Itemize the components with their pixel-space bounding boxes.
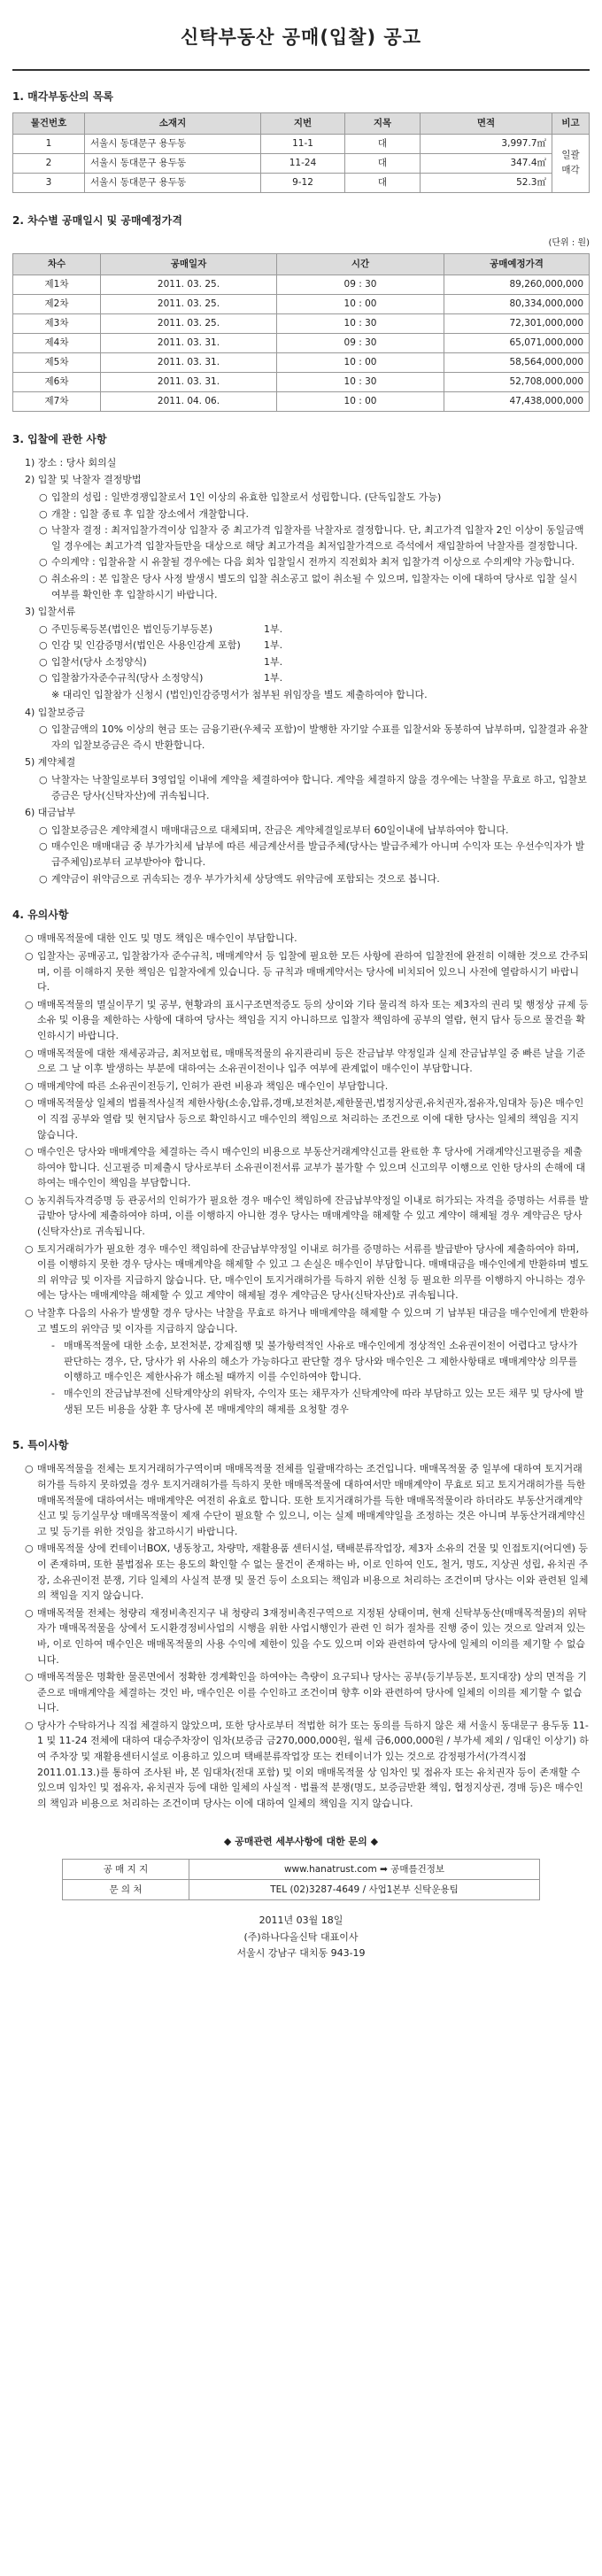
cell-price: 89,260,000,000 [444, 275, 590, 294]
bullet-circle-icon: ○ [25, 932, 34, 945]
bid-doc-count: 1부. [264, 655, 283, 668]
contact-row [63, 1880, 540, 1900]
cell-category: 대 [345, 173, 421, 192]
payment-item [39, 823, 590, 839]
bullet-circle-icon: ○ [39, 672, 48, 685]
table-row [13, 275, 590, 294]
bullet-circle-icon: ○ [25, 1079, 34, 1092]
table-row [13, 294, 590, 313]
deposit-text: 입찰금액의 10% 이상의 현금 또는 금융기관(우체국 포함)이 발행한 자기앞 수표를 입찰서와 동봉하여 납부하며, 입찰결과 유찰자의 입찰보증금은 즉시 반환합니다. [51, 723, 589, 751]
cell-area: 3,997.7㎡ [421, 134, 552, 153]
bullet-circle-icon: ○ [25, 1543, 34, 1555]
caution-item [25, 931, 590, 947]
bid-doc-name: 입찰서(당사 소정양식) [51, 655, 147, 668]
payment-title: 6) 대금납부 [25, 807, 76, 819]
table-row [13, 372, 590, 391]
bullet-circle-icon: ○ [25, 1242, 34, 1255]
table-row [13, 134, 590, 153]
bullet-circle-icon: ○ [39, 824, 48, 836]
bid-doc-item [39, 654, 590, 670]
special-item [25, 1541, 590, 1603]
caution-item-text: 매매목적물의 멸실이무기 및 공부, 현황과의 표시구조면적증도 등의 상이와 기타 물리적 하자 또는 제3자의 권리 및 행정상 규제 등 소유 및 이용을 제한하는 사항에 대하여 당사는 책임을 지지 아니하므로 입찰자 책임하에 공부의 열람, 현지 답사 등으로 물건을 확인하시기 바랍니다. [37, 998, 589, 1041]
bullet-circle-icon: ○ [39, 655, 48, 668]
cell-date: 2011. 03. 31. [101, 333, 277, 352]
cell-time: 10 : 00 [277, 294, 444, 313]
bullet-circle-icon: ○ [39, 723, 48, 736]
bullet-circle-icon: ○ [25, 1463, 34, 1475]
bid-method-item-text: 입찰의 성립 : 일반경쟁입찰로서 1인 이상의 유효한 입찰로서 성립합니다. (단독입찰도 가능) [51, 491, 442, 503]
special-item-text: 매매목적물은 명확한 물론면에서 정확한 경계확인을 하여야는 측량이 요구되나 당사는 공부(등기부등본, 토지대장) 상의 면적을 기준으로 매매계약을 체결하는 것인 바, 매수인은 이를 수인하고 조건이며 향후 이와 관련하여 당사에 일체의 이의를 제기할 수 없습니다. [37, 1671, 587, 1714]
special-item-text: 매매목적물 전체는 청량리 재정비촉진지구 내 청량리 3재정비촉진구역으로 지정된 상태이며, 현재 신탁부동산(매매목적물)의 위탁자가 매매목적물을 상에서 도시환경정비사업의 시행을 위한 사업시행인가 관련 인 허가 절차를 진행 중이 있는 것으로 알려져 있는 바, 이로 인하여 매수인은 매매목적물의 사용 수익에 제한이 있을 수도 있으며 이와 관련하여 당사에 일체의 이의를 제기할 수 없습니다. [37, 1606, 587, 1666]
payment-list [12, 823, 590, 886]
header-date: 공매일자 [101, 253, 277, 275]
payment-item [39, 871, 590, 887]
special-item [25, 1461, 590, 1539]
cell-price: 58,564,000,000 [444, 352, 590, 372]
footer-address: 서울시 강남구 대치동 943-19 [236, 1947, 366, 1960]
special-item-text: 매매목적물 상에 컨테이너BOX, 냉동창고, 차량막, 재활용품 센터시설, 택배분류작업장, 제3자 소유의 건물 및 인접토지(어디엔) 등이 존재하며, 또한 불법점유 또는 용도의 확인할 수 없는 물건이 존재하는 바, 이로 인하여 인도, 철거, 명도, 지상권 성립, 유치권 주장, 소유권이전 분쟁, 기타 일체의 사실적 분쟁 및 물건 등이 소요되는 책임과 비용으로 처리하는 조건이며 당사는 이와 관련된 일체의 책임을 지지 않습니다. [37, 1543, 589, 1602]
contact-site-link[interactable]: www.hanatrust.com ➡ 공매를건정보 [189, 1860, 540, 1880]
deposit-item [39, 722, 590, 753]
cell-round: 제1차 [13, 275, 101, 294]
bid-method-item [39, 554, 590, 570]
header-category: 지목 [345, 112, 421, 134]
caution-sub-item-text: 매매목적물에 대한 소송, 보전처분, 강제집행 및 불가항력적인 사유로 매수인에게 정상적인 소유권이전이 어렵다고 당사가 판단하는 경우, 단, 당사가 위 사유의 해소가 가능하다고 판단할 경우 당사와 매수인은 그 제한사항태로 매매계약상 의무를 이행하고 매수인은 제한사유가 해소될 때까지 이를 수인하여야 합니다. [64, 1340, 578, 1383]
cell-time: 09 : 30 [277, 333, 444, 352]
header-time: 시간 [277, 253, 444, 275]
bullet-circle-icon: ○ [39, 524, 48, 537]
cell-item-no: 2 [13, 153, 85, 173]
special-list [12, 1461, 590, 1811]
contact-row [63, 1860, 540, 1880]
bid-doc-name: 인감 및 인감증명서(법인은 사용인감계 포함) [51, 639, 241, 652]
bullet-circle-icon: ○ [39, 507, 48, 520]
cell-time: 10 : 00 [277, 352, 444, 372]
cell-remark: 일괄매각 [552, 134, 590, 192]
contact-inquiry-value: TEL (02)3287-4649 / 사업1본부 신탁운용팀 [189, 1880, 540, 1900]
caution-item-text: 농지취득자격증명 등 관공서의 인허가가 필요한 경우 매수인 책임하에 잔금납부약정일 이내로 허가되는 자격을 증명하는 서류를 발급받아 당사에 제출하여야 하며, 이를 이행하지 아니한 경우 당사는 매매계약을 해제할 수 있고 계약이 해제될 경우 계약금은 당사(신탁자산)로 귀속됩니다. [37, 1194, 589, 1238]
schedule-table-body [13, 275, 590, 411]
caution-item-text: 매매목적물에 대한 재세공과금, 최저보험료, 매매목적물의 유지관리비 등은 잔금납부 약정일과 실제 잔금납부일 중 빠른 날을 기준으로 그 날 이후 발생하는 부분에 대하여는 소유권이전이나 입주 여부에 관계없이 매수인이 부담합니다. [37, 1047, 586, 1075]
header-item-no: 물건번호 [13, 112, 85, 134]
bullet-circle-icon: ○ [39, 572, 48, 584]
schedule-table-header [13, 253, 590, 275]
cell-date: 2011. 04. 06. [101, 391, 277, 411]
section-1-heading: 1. 매각부동산의 목록 [12, 89, 114, 103]
bid-doc-line [51, 638, 590, 654]
cell-time: 10 : 30 [277, 372, 444, 391]
cell-lot: 11-24 [261, 153, 345, 173]
bid-doc-line [51, 654, 590, 670]
unit-label: (단위 : 원) [548, 237, 590, 248]
caution-item-text: 입찰자는 공매공고, 입찰참가자 준수규칙, 매매계약서 등 입찰에 필요한 모든 사항에 관하여 입찰전에 완전히 이해한 것으로 간주되며, 이를 이해하지 못한 책임은 입찰자에게 있습니다. 등 규칙과 매매계약서는 당사에 비치되어 있으니 사전에 열람하시기 바랍니다. [37, 949, 589, 994]
bid-doc-item [39, 622, 590, 638]
property-table-header [13, 112, 590, 134]
cell-price: 47,438,000,000 [444, 391, 590, 411]
bullet-circle-icon: ○ [25, 1719, 34, 1731]
section-4-heading: 4. 유의사항 [12, 909, 69, 922]
caution-sub-item-text: 매수인의 잔금납부전에 신탁계약상의 위탁자, 수익자 또는 채무자가 신탁계약에 따라 부담하고 있는 모든 채무 및 당사에 발생된 모든 비용을 상환 후 당사에 본 매매계약의 해제를 요청할 경우 [64, 1388, 584, 1415]
bid-method-item-text: 수의계약 : 입찰유찰 시 유찰될 경우에는 다음 회차 입찰일시 전까지 직전회차 최저 입찰가격 이상으로 수의계약 가능합니다. [51, 556, 575, 569]
bid-doc-count: 1부. [264, 623, 283, 635]
cell-area: 347.4㎡ [421, 153, 552, 173]
cell-date: 2011. 03. 31. [101, 352, 277, 372]
bid-doc-line [51, 670, 590, 686]
bid-method-list [12, 490, 590, 602]
header-price: 공매예정가격 [444, 253, 590, 275]
special-item-text: 매매목적물을 전체는 토지거래허가구역이며 매매목적물 전체를 일괄매각하는 조건입니다. 매매목적물 중 일부에 대하여 토지거래허가를 득하지 못하였을 경우 토지거래허가를 득하지 못한 매매목적물에 대하여서만 매매계약이 무효로 되고 토지거래허가를 득한 매매목적물에 대하여서는 매매계약은 여전히 유효로 합니다. 또한 토지거래허가를 득한 매매목적물이라 하더라도 부동산거래계약신고 및 등기실무상 매매목적물이 제재 수단이 필요할 수 있으니, 이는 실제 매매계약일을 조정하는 것은 아니며 부동산거래계약신고 및 등기를 위한 것임을 참고하시기 바랍니다. [37, 1463, 586, 1537]
caution-item [25, 948, 590, 995]
special-item-text: 당사가 수탁하거나 직접 체결하지 않았으며, 또한 당사로부터 적법한 허가 또는 동의를 득하지 않은 채 서울시 동대문구 용두동 11-1 및 11-24 전체에 대하여 대승주차장이 임차(보증금 금270,000,000원, 월세 금6,000,000원 / 부가세 제외 / 임대인 이상기) 하여 주차장 및 재활용센터시설로 이용하고 있으며 택배분류작업장 또는 컨테이너가 있는 것으로 감정평가서(가격시점 2011.01.13.)를 통하여 조사된 바, 본 임대차(전대 포함) 및 이외 매매목적물 상 임차인 및 점유자 또는 유치권자 등이 존재할 수 있으며 임차인 및 점유자, 유치권자 등에 대한 일체의 사실적 · 법률적 분쟁(명도, 보증금반환 책임, 협정지상권, 경매 등)은 매수인의 책임과 비용으로 처리하는 조건이며 당사는 이에 대하여 일체의 책임을 지지 않습니다. [37, 1719, 589, 1809]
section-5-heading: 5. 특이사항 [12, 1439, 69, 1452]
table-row [13, 313, 590, 333]
table-row [13, 173, 590, 192]
bullet-circle-icon: ○ [25, 1047, 34, 1059]
page-title: 신탁부동산 공매(입찰) 공고 [181, 27, 421, 48]
header-round: 차수 [13, 253, 101, 275]
caution-item-text: 토지거래허가가 필요한 경우 매수인 책임하에 잔금납부약정일 이내로 허가를 증명하는 서류를 발급받아 당사에 제출하여야 하며, 이를 이행하지 못한 경우 당사는 매매계약을 해제할 수 있고 그 손실은 매수인이 부담합니다. 매매대금을 매수인에게 반환하며 별도의 위약금 및 이자를 지급하지 않습니다. 단, 매수인이 토지거래허가를 득하지 위한 신청 등 필요한 의무를 이행하지 아니하는 경우에는 당사는 매매계약을 해제할 수 있고 계약이 해제될 경우 계약금은 당사(신탁자산)로 귀속됩니다. [37, 1242, 589, 1302]
cell-price: 72,301,000,000 [444, 313, 590, 333]
cell-price: 80,334,000,000 [444, 294, 590, 313]
caution-item [25, 1193, 590, 1240]
contact-table [62, 1859, 540, 1900]
schedule-table [12, 253, 590, 412]
bid-method-title: 2) 입찰 및 낙찰자 결정방법 [25, 474, 142, 486]
bullet-circle-icon: - [51, 1340, 55, 1352]
cell-lot: 11-1 [261, 134, 345, 153]
bid-doc-name: 주민등록등본(법인은 법인등기부등본) [51, 623, 213, 635]
caution-sub-item [51, 1338, 590, 1385]
special-item [25, 1718, 590, 1812]
payment-item [39, 839, 590, 870]
cell-round: 제3차 [13, 313, 101, 333]
table-row [13, 153, 590, 173]
bid-method-item [39, 571, 590, 602]
cell-time: 10 : 00 [277, 391, 444, 411]
property-list-table [12, 112, 590, 193]
cell-category: 대 [345, 134, 421, 153]
cell-date: 2011. 03. 25. [101, 275, 277, 294]
table-row [13, 391, 590, 411]
section-3-heading: 3. 입찰에 관한 사항 [12, 432, 107, 445]
bid-place: 1) 장소 : 당사 회의실 [25, 456, 117, 468]
caution-list [12, 931, 590, 1336]
bid-doc-item [39, 670, 590, 686]
bullet-circle-icon: ○ [39, 840, 48, 853]
section-2-heading: 2. 차수별 공매일시 및 공매예정가격 [12, 213, 182, 227]
payment-item-text: 매수인은 매매대금 중 부가가치세 납부에 따른 세금계산서를 발급주체(당사는 발급주체가 아니며 수익자 또는 우선수익자가 발급주체임)로부터 교부받아야 합니다. [51, 840, 585, 868]
bid-method-item [39, 522, 590, 553]
cell-round: 제6차 [13, 372, 101, 391]
bullet-circle-icon: ○ [25, 998, 34, 1010]
bid-method-item-text: 취소유의 : 본 입찰은 당사 사정 발생시 별도의 입찰 취소공고 없이 취소될 수 있으며, 입찰자는 이에 대하여 당사로 입찰 실시 여부를 확인한 후 입찰하시기 바랍니다. [51, 572, 578, 600]
footer-company: (주)하나다올신탁 대표이사 [243, 1930, 359, 1943]
caution-item-text: 매매목적물에 대한 인도 및 명도 책임은 매수인이 부담합니다. [37, 932, 297, 945]
header-remark: 비고 [552, 112, 590, 134]
cell-area: 52.3㎡ [421, 173, 552, 192]
bid-method-item [39, 490, 590, 506]
cell-item-no: 3 [13, 173, 85, 192]
deposit-title: 4) 입찰보증금 [25, 706, 85, 718]
caution-item-text: 매매목적물상 일체의 법률적사실적 제한사항(소송,압류,경매,보전처분,제한물권,법정지상권,유치권자,점유자,임대차 등)은 매수인이 직접 공부와 열람 및 현지답사 등으로 확인하시고 매수인의 책임으로 처리하는 조건으로 이에 대한 당사는 일체의 책임을 지지 않습니다. [37, 1097, 584, 1141]
bullet-circle-icon: ○ [39, 556, 48, 569]
bullet-circle-icon: ○ [25, 1606, 34, 1619]
caution-item [25, 1144, 590, 1191]
caution-item [25, 1046, 590, 1077]
bullet-circle-icon: ○ [39, 491, 48, 503]
inquiry-notice: ◆ 공매관련 세부사항에 대한 문의 ◆ [223, 1836, 379, 1848]
bullet-circle-icon: ○ [25, 1671, 34, 1683]
bullet-circle-icon: ○ [25, 1097, 34, 1110]
bid-method-item [39, 507, 590, 522]
bid-method-item-text: 낙찰자 결정 : 최저입찰가격이상 입찰자 중 최고가격 입찰자를 낙찰자로 결정합니다. 단, 최고가격 입찰자 2인 이상이 동일금액일 경우에는 최고가격 입찰자들만을 대상으로 해당 최고가격을 최저입찰가격으로 즉석에서 재입찰하여 낙찰자를 결정합니다. [51, 524, 584, 552]
contract-title: 5) 계약체결 [25, 756, 76, 769]
cell-date: 2011. 03. 25. [101, 294, 277, 313]
caution-sub-list [12, 1338, 590, 1417]
footer [12, 1913, 590, 1962]
cell-location: 서울시 동대문구 용두동 [85, 153, 261, 173]
bullet-circle-icon: ○ [39, 774, 48, 786]
contract-text: 낙찰자는 낙찰일로부터 3영업일 이내에 계약을 체결하여야 합니다. 계약을 체결하지 않을 경우에는 낙찰을 무효로 하고, 입찰보증금은 당사(신탁자산)에 귀속됩니다. [51, 774, 587, 801]
caution-item [25, 1242, 590, 1303]
cell-round: 제7차 [13, 391, 101, 411]
cell-location: 서울시 동대문구 용두동 [85, 134, 261, 153]
bullet-circle-icon: ○ [39, 872, 48, 885]
bid-doc-line [51, 622, 590, 638]
cell-location: 서울시 동대문구 용두동 [85, 173, 261, 192]
footer-date: 2011년 03월 18일 [259, 1915, 343, 1927]
header-lot: 지번 [261, 112, 345, 134]
cell-date: 2011. 03. 25. [101, 313, 277, 333]
special-item [25, 1669, 590, 1716]
cell-date: 2011. 03. 31. [101, 372, 277, 391]
bid-doc-count: 1부. [264, 672, 283, 685]
bullet-circle-icon: ○ [39, 639, 48, 652]
caution-item-text: 매수인은 당사와 매매계약을 체결하는 즉시 매수인의 비용으로 부동산거래계약신고를 완료한 후 당사에 거래계약신고필증을 제출하여야 합니다. 신고필증 미제출시 당사로부터 소유권이전서류 교부가 불가할 수 있으며 신고의무 이행으로 인한 당사의 손해에 대하여는 매수인이 책임을 부담합니다. [37, 1146, 586, 1189]
bullet-circle-icon: ○ [25, 1146, 34, 1158]
bid-doc-name: 입찰참가자준수규칙(당사 소정양식) [51, 672, 204, 685]
contract-item [39, 772, 590, 803]
caution-item [25, 997, 590, 1044]
table-row [13, 333, 590, 352]
bid-docs-list [12, 622, 590, 686]
special-item [25, 1605, 590, 1667]
cell-price: 52,708,000,000 [444, 372, 590, 391]
bid-docs-title: 3) 입찰서류 [25, 606, 76, 618]
bid-doc-count: 1부. [264, 639, 283, 652]
title-divider [12, 69, 590, 71]
header-location: 소재지 [85, 112, 261, 134]
caution-item-text: 매매계약에 따른 소유권이전등기, 인허가 관련 비용과 책임은 매수인이 부담합니다. [37, 1079, 389, 1092]
bid-docs-note: ※ 대리인 입찰참가 신청시 (법인)인감증명서가 첨부된 위임장을 별도 제출하여야 합니다. [51, 689, 428, 701]
bid-method-item-text: 개찰 : 입찰 종료 후 입찰 장소에서 개찰합니다. [51, 507, 249, 520]
payment-item-text: 계약금이 위약금으로 귀속되는 경우 부가가치세 상당액도 위약금에 포함되는 것으로 봅니다. [51, 872, 440, 885]
bullet-circle-icon: ○ [39, 623, 48, 635]
bid-doc-item [39, 638, 590, 654]
cell-lot: 9-12 [261, 173, 345, 192]
caution-item [25, 1095, 590, 1142]
cell-price: 65,071,000,000 [444, 333, 590, 352]
caution-item [25, 1305, 590, 1336]
table-row [13, 352, 590, 372]
header-area: 면적 [421, 112, 552, 134]
contact-label-inquiry: 문 의 처 [63, 1880, 189, 1900]
cell-time: 10 : 30 [277, 313, 444, 333]
cell-item-no: 1 [13, 134, 85, 153]
cell-round: 제2차 [13, 294, 101, 313]
cell-time: 09 : 30 [277, 275, 444, 294]
payment-item-text: 입찰보증금은 계약체결시 매매대금으로 대체되며, 잔금은 계약체결일로부터 60일이내에 납부하여야 합니다. [51, 824, 509, 836]
cell-category: 대 [345, 153, 421, 173]
bullet-circle-icon: - [51, 1388, 55, 1399]
page [0, 23, 602, 1962]
bullet-circle-icon: ○ [25, 1194, 34, 1206]
bullet-circle-icon: ○ [25, 1307, 34, 1319]
cell-round: 제4차 [13, 333, 101, 352]
contact-label-site: 공 매 지 지 [63, 1860, 189, 1880]
caution-item-text: 낙찰후 다음의 사유가 발생할 경우 당사는 낙찰을 무효로 하거나 매매계약을 해제할 수 있으며 기 납부된 대금을 매수인에게 반환하고 별도의 위약금 및 이자를 지급하지 않습니다. [37, 1307, 589, 1334]
cell-round: 제5차 [13, 352, 101, 372]
caution-sub-item [51, 1386, 590, 1417]
caution-item [25, 1079, 590, 1095]
bullet-circle-icon: ○ [25, 949, 34, 962]
